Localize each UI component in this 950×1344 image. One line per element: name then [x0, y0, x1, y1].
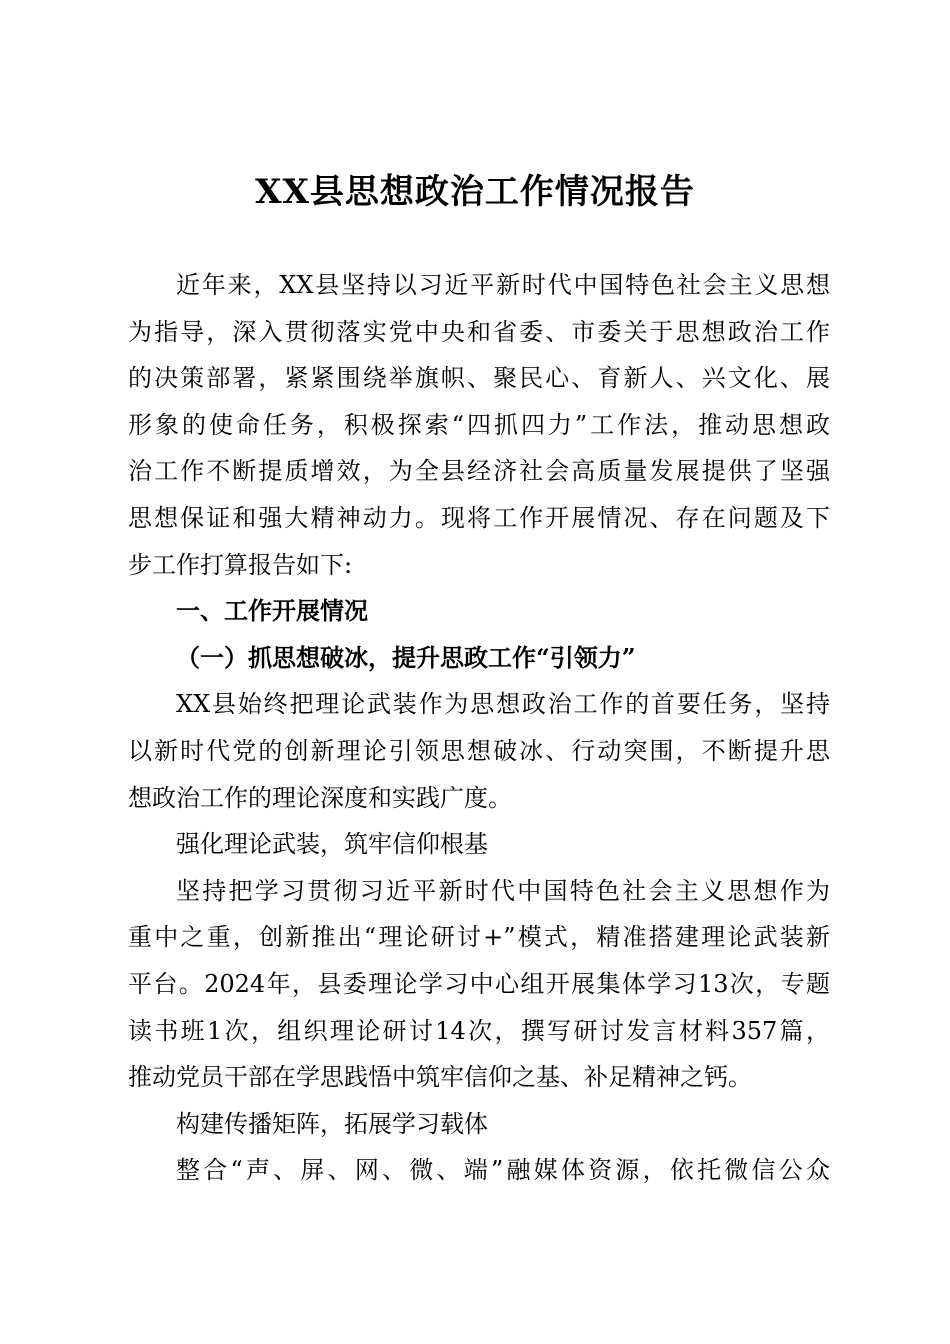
paragraph-line: 思想保证和强大精神动力。现将工作开展情况、存在问题及下: [128, 503, 830, 532]
paragraph-line: 治工作不断提质增效，为全县经济社会高质量发展提供了坚强: [128, 457, 830, 486]
paragraph-line: 重中之重，创新推出“理论研讨+”模式，精准搭建理论武装新: [128, 923, 830, 952]
paragraph-line: 整合“声、屏、网、微、端”融媒体资源，依托微信公众: [176, 1156, 830, 1185]
paragraph-line: 坚持把学习贯彻习近平新时代中国特色社会主义思想作为: [176, 876, 830, 905]
document-title: XX县思想政治工作情况报告: [255, 172, 695, 212]
paragraph-line: 步工作打算报告如下:: [128, 550, 353, 579]
paragraph-line: 读书班1次，组织理论研讨14次，撰写研讨发言材料357篇，: [128, 1016, 830, 1045]
paragraph-line: 以新时代党的创新理论引领思想破冰、行动突围，不断提升思: [128, 736, 830, 765]
paragraph-line: 想政治工作的理论深度和实践广度。: [128, 783, 512, 812]
paragraph-line: 形象的使命任务，积极探索“四抓四力”工作法，推动思想政: [128, 410, 830, 439]
topic-heading: 强化理论武装，筑牢信仰根基: [176, 830, 488, 859]
section-heading: 一、工作开展情况: [176, 597, 368, 626]
paragraph-line: 为指导，深入贯彻落实党中央和省委、市委关于思想政治工作: [128, 317, 830, 346]
document-body: [128, 262, 830, 1194]
paragraph-line: 推动党员干部在学思践悟中筑牢信仰之基、补足精神之钙。: [128, 1063, 752, 1092]
paragraph-line: 近年来，XX县坚持以习近平新时代中国特色社会主义思想: [176, 271, 830, 299]
topic-heading: 构建传播矩阵，拓展学习载体: [176, 1109, 488, 1138]
paragraph-line: 平台。2024年，县委理论学习中心组开展集体学习13次，专题: [128, 969, 830, 998]
subsection-heading: （一）抓思想破冰，提升思政工作“引领力”: [176, 642, 636, 672]
paragraph-line: 的决策部署，紧紧围绕举旗帜、聚民心、育新人、兴文化、展: [128, 364, 830, 393]
paragraph-line: XX县始终把理论武装作为思想政治工作的首要任务，坚持: [176, 690, 830, 719]
